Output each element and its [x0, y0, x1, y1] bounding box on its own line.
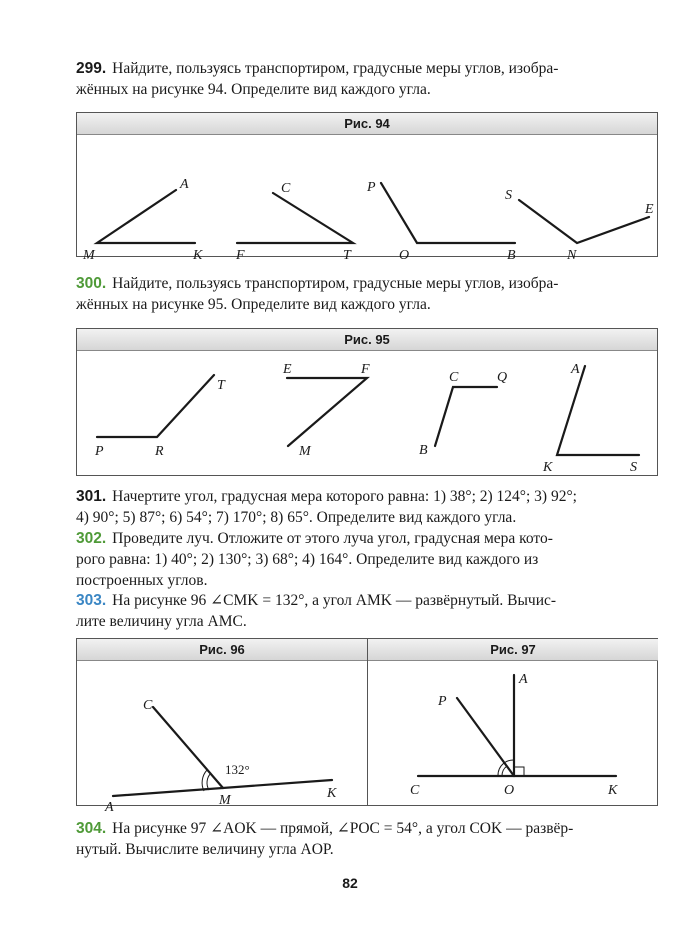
problem-301	[76, 486, 658, 528]
point-label: F	[236, 248, 245, 263]
figure-94	[76, 112, 658, 263]
problem-number: 300.	[76, 275, 107, 292]
point-label: A	[105, 800, 114, 815]
figure-title: Рис. 96	[77, 639, 367, 661]
point-label: E	[283, 362, 292, 377]
problem-text: лите величину угла AMC.	[76, 613, 247, 630]
point-label: E	[645, 202, 654, 217]
problem-text: Найдите, пользуясь транспортиром, градусные меры углов, изобра-	[112, 275, 559, 292]
problem-text: жённых на рисунке 95. Определите вид каждого угла.	[76, 296, 431, 313]
point-label: Q	[497, 370, 508, 385]
problem-text: построенных углов.	[76, 572, 208, 589]
problem-text: На рисунке 96 ∠CMK = 132°, а угол AMK — развёрнутый. Вычис-	[112, 592, 557, 609]
problem-text: 4) 90°; 5) 87°; 6) 54°; 7) 170°; 8) 65°. Определите вид каждого угла.	[76, 509, 517, 526]
problem-number: 299.	[76, 60, 107, 77]
point-label: T	[343, 248, 351, 263]
problem-number: 301.	[76, 488, 107, 505]
figure-97	[367, 639, 658, 805]
problem-number: 304.	[76, 820, 107, 837]
problem-text: На рисунке 97 ∠AOK — прямой, ∠POC = 54°, а угол COK — развёр-	[112, 820, 574, 837]
problem-text: нутый. Вычислите величину угла AOP.	[76, 841, 334, 858]
problem-302	[76, 528, 658, 591]
figure-95-drawing	[77, 351, 657, 475]
point-label: C	[143, 698, 153, 713]
point-label: M	[83, 248, 95, 263]
angle-cft	[237, 193, 353, 243]
figure-title: Рис. 95	[77, 329, 657, 351]
problem-text: рого равна: 1) 40°; 2) 130°; 3) 68°; 4) 164°. Определите вид каждого из	[76, 551, 539, 568]
figure-94-drawing	[77, 135, 657, 263]
problem-299	[76, 58, 658, 100]
figure-title: Рис. 94	[77, 113, 657, 135]
problem-number: 303.	[76, 592, 107, 609]
figure-96-drawing	[77, 661, 367, 815]
point-label: S	[505, 188, 512, 203]
point-label: C	[410, 783, 420, 798]
problem-text: Проведите луч. Отложите от этого луча угол, градусная мера кото-	[112, 530, 553, 547]
point-label: B	[507, 248, 516, 263]
angle-amk	[97, 190, 195, 243]
problem-303	[76, 590, 658, 632]
point-label: P	[367, 180, 376, 195]
point-label: A	[571, 362, 580, 377]
problem-text: Найдите, пользуясь транспортиром, градусные меры углов, изобра-	[112, 60, 559, 77]
angle-label: 132°	[225, 762, 250, 777]
point-label: P	[95, 444, 104, 459]
point-label: R	[155, 444, 164, 459]
ray-mc	[153, 707, 223, 788]
problem-304	[76, 818, 658, 860]
figure-97-drawing	[368, 661, 658, 805]
point-label: C	[281, 181, 291, 196]
angle-aks	[557, 366, 639, 455]
page-number: 82	[342, 875, 358, 891]
point-label: F	[361, 362, 370, 377]
point-label: A	[180, 177, 189, 192]
angle-arc	[502, 766, 507, 776]
point-label: K	[193, 248, 203, 263]
angle-prt	[97, 375, 214, 437]
point-label: O	[399, 248, 410, 263]
angle-pob	[381, 183, 515, 243]
figure-title: Рис. 97	[368, 639, 658, 661]
point-label: N	[567, 248, 577, 263]
problem-300	[76, 273, 658, 315]
point-label: M	[299, 444, 311, 459]
angle-efm	[287, 378, 367, 446]
angle-bcq	[435, 387, 497, 446]
problem-number: 302.	[76, 530, 107, 547]
figure-95	[76, 328, 658, 476]
angle-arc	[207, 773, 211, 790]
point-label: B	[419, 443, 428, 458]
problem-text: Начертите угол, градусная мера которого равна: 1) 38°; 2) 124°; 3) 92°;	[112, 488, 577, 505]
right-angle-mark	[514, 767, 524, 776]
point-label: A	[519, 672, 528, 687]
point-label: S	[630, 460, 637, 475]
point-label: M	[219, 793, 231, 808]
problem-text: жённых на рисунке 94. Определите вид каждого угла.	[76, 81, 431, 98]
point-label: P	[438, 694, 447, 709]
point-label: K	[608, 783, 618, 798]
point-label: O	[504, 783, 515, 798]
angle-arc	[202, 770, 207, 791]
angle-sne	[519, 200, 649, 243]
figures-96-97	[76, 638, 658, 815]
angle-arc	[504, 760, 514, 763]
point-label: C	[449, 370, 459, 385]
point-label: T	[217, 378, 225, 393]
ray-op	[457, 698, 514, 776]
point-label: K	[327, 786, 337, 801]
figure-96	[77, 639, 367, 815]
point-label: K	[543, 460, 553, 475]
